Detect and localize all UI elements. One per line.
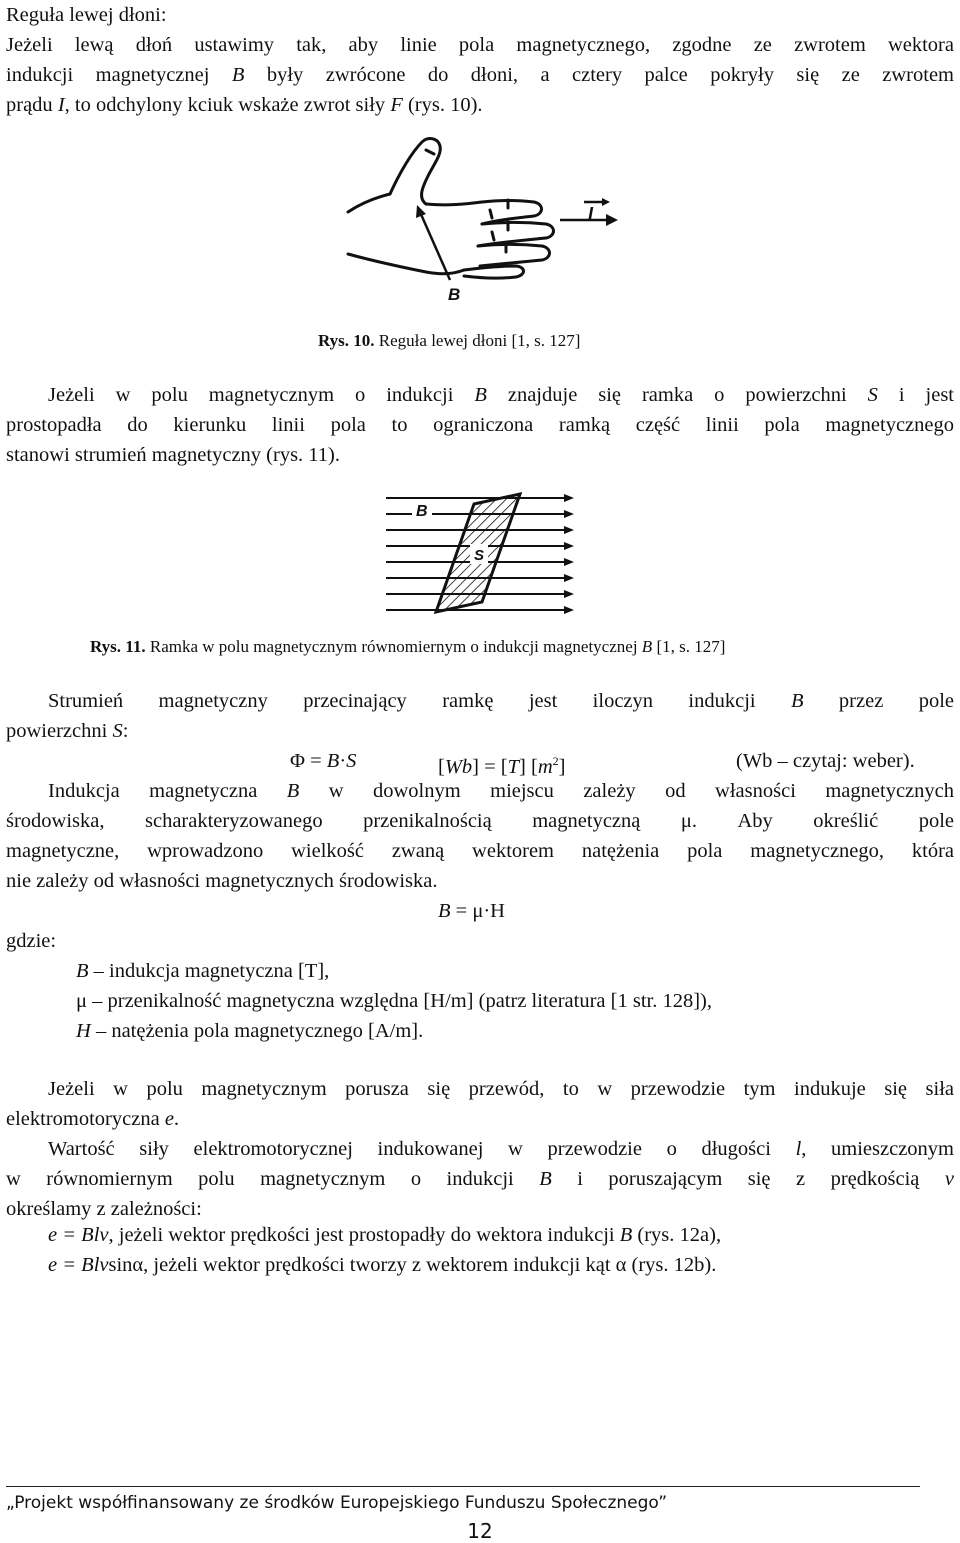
paragraph-line: w równomiernym polu magnetycznym o indukcji B i poruszającym się z prędkością v [6, 1168, 954, 1190]
definitions-intro: gdzie: [6, 930, 57, 952]
figure-10-caption: Rys. 10. Reguła lewej dłoni [1, s. 127] [318, 331, 581, 350]
paragraph-line: Indukcja magnetyczna B w dowolnym miejscu zależy od własności magnetycznych [48, 780, 954, 802]
footer-divider [6, 1486, 920, 1487]
paragraph-line: powierzchni S: [6, 720, 129, 742]
paragraph-line: Wartość siły elektromotorycznej indukowanej w przewodzie o długości l, umieszczonym [48, 1138, 954, 1160]
emf-formula-angle: e = Blvsinα, jeżeli wektor prędkości tworzy z wektorem indukcji kąt α (rys. 12b). [48, 1254, 717, 1276]
heading-left-hand-rule: Reguła lewej dłoni: [6, 4, 167, 26]
paragraph-line: nie zależy od własności magnetycznych środowiska. [6, 870, 438, 892]
paragraph-line: Jeżeli w polu magnetycznym o indukcji B znajduje się ramka o powierzchni S i jest [48, 384, 954, 406]
paragraph-line: prądu I, to odchylony kciuk wskaże zwrot siły F (rys. 10). [6, 94, 483, 116]
paragraph-line: Strumień magnetyczny przecinający ramkę jest iloczyn indukcji B przez pole [48, 690, 954, 712]
paragraph-line: magnetyczne, wprowadzono wielkość zwaną wektorem natężenia pola magnetycznego, która [6, 840, 954, 862]
paragraph-line: określamy z zależności: [6, 1198, 202, 1220]
left-hand-rule-figure [330, 132, 630, 307]
paragraph-line: Jeżeli w polu magnetycznym porusza się przewód, to w przewodzie tym indukuje się siła [48, 1078, 954, 1100]
paragraph-line: Jeżeli lewą dłoń ustawimy tak, aby linie pola magnetycznego, zgodne ze zwrotem wektora [6, 34, 954, 56]
flux-unit-note: (Wb – czytaj: weber). [736, 750, 915, 772]
paragraph-line: stanowi strumień magnetyczny (rys. 11). [6, 444, 340, 466]
label-current-I: I [588, 204, 594, 224]
paragraph-line: indukcji magnetycznej B były zwrócone do dłoni, a cztery palce pokryły się ze zwrotem [6, 64, 954, 86]
label-surface-S: S [474, 547, 485, 564]
paragraph-line: prostopadła do kierunku linii pola to ograniczona ramką część linii pola magnetycznego [6, 414, 954, 436]
definition-H: H – natężenia pola magnetycznego [A/m]. [76, 1020, 424, 1042]
magnetic-field-frame-figure [386, 490, 576, 618]
footer-project-note: „Projekt współfinansowany ze środków Europejskiego Funduszu Społecznego” [6, 1493, 668, 1513]
emf-formula-perpendicular: e = Blv, jeżeli wektor prędkości jest prostopadły do wektora indukcji B (rys. 12a), [48, 1224, 722, 1246]
flux-unit: [Wb] = [T] $[m^2]$ [438, 754, 566, 778]
label-induction-B: B [416, 503, 428, 520]
flux-formula: Φ = B·S [290, 750, 357, 772]
page-number: 12 [467, 1519, 493, 1543]
label-induction-B: B [448, 285, 461, 304]
induction-formula: B = μ·H [438, 900, 505, 922]
paragraph-line: środowiska, scharakteryzowanego przenikalnością magnetyczną μ. Aby określić pole [6, 810, 954, 832]
figure-11-caption: Rys. 11. Ramka w polu magnetycznym równomiernym o indukcji magnetycznej B [1, s. 127] [90, 637, 726, 656]
definition-B: B – indukcja magnetyczna [T], [76, 960, 330, 982]
definition-mu: μ – przenikalność magnetyczna względna [H/m] (patrz literatura [1 str. 128]), [76, 990, 712, 1012]
paragraph-line: elektromotoryczna e. [6, 1108, 180, 1130]
